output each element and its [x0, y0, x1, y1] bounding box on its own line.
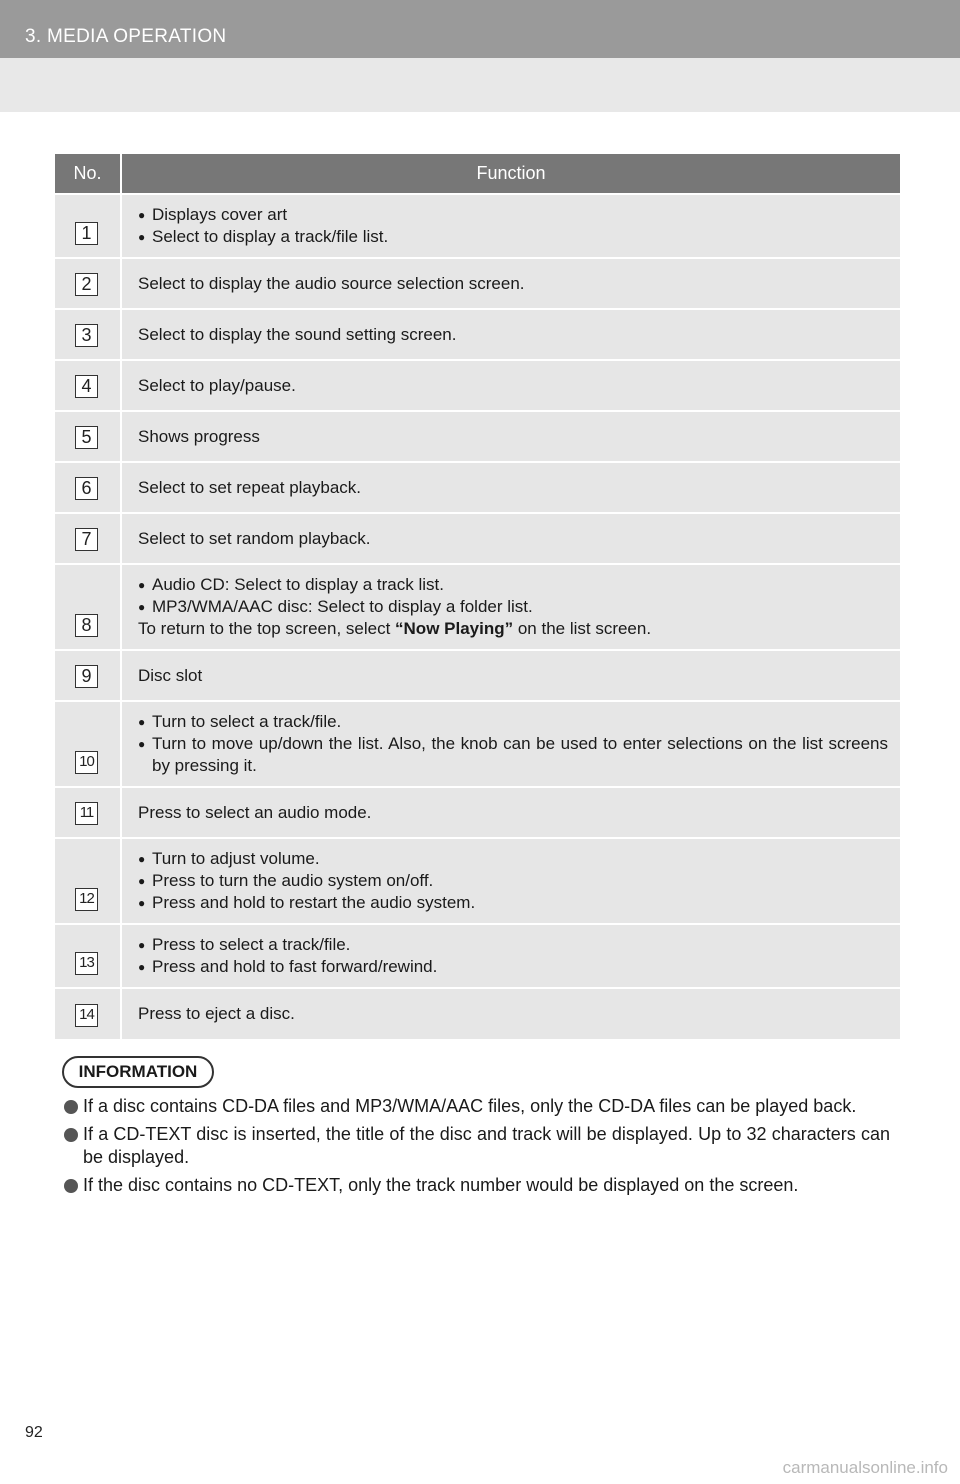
- bullet-dot-icon: ●: [138, 208, 146, 222]
- callout-number-box: 7: [75, 528, 98, 551]
- table-row: [55, 462, 900, 513]
- row-function-cell: [121, 564, 900, 650]
- row-number-cell: [55, 513, 121, 564]
- bullet-item: [138, 226, 888, 248]
- row-function-cell: [121, 411, 900, 462]
- row-function-cell: [121, 838, 900, 924]
- row-number-cell: [55, 564, 121, 650]
- row-function-cell: [121, 258, 900, 309]
- table-row: [55, 787, 900, 838]
- table-row: [55, 924, 900, 988]
- callout-number-box: 10: [75, 751, 98, 774]
- section-title: 3. MEDIA OPERATION: [25, 26, 227, 47]
- bullet-dot-icon: ●: [138, 960, 146, 974]
- row-function-cell: [121, 194, 900, 258]
- row-function-cell: [121, 787, 900, 838]
- callout-number-box: 11: [75, 802, 98, 825]
- information-label: INFORMATION: [62, 1056, 214, 1088]
- bullet-dot-icon: ●: [138, 896, 146, 910]
- row-number-cell: [55, 787, 121, 838]
- information-item: [64, 1123, 890, 1169]
- instruction-text-before: To return to the top screen, select: [138, 619, 396, 638]
- information-item: [64, 1174, 890, 1197]
- bullet-text: Turn to select a track/file.: [152, 712, 342, 731]
- bullet-ball-icon: [64, 1179, 78, 1193]
- row-function-cell: [121, 309, 900, 360]
- table-row: [55, 838, 900, 924]
- column-header-function: Function: [121, 154, 900, 194]
- callout-number-box: 2: [75, 273, 98, 296]
- bullet-dot-icon: ●: [138, 600, 146, 614]
- row-function-cell: [121, 462, 900, 513]
- table-row: [55, 701, 900, 787]
- bullet-item: [138, 204, 888, 226]
- information-text: If a CD-TEXT disc is inserted, the title of the disc and track will be displayed. Up to 32 characters can be displayed.: [83, 1124, 890, 1167]
- callout-number-box: 9: [75, 665, 98, 688]
- header-bar: [0, 0, 960, 58]
- bullet-item: [138, 870, 888, 892]
- bullet-text: Displays cover art: [152, 205, 288, 224]
- page-number: 92: [25, 1424, 43, 1441]
- bullet-dot-icon: ●: [138, 578, 146, 592]
- table-row: [55, 650, 900, 701]
- information-list: [64, 1095, 890, 1202]
- bullet-dot-icon: ●: [138, 874, 146, 888]
- bullet-item: [138, 574, 888, 596]
- callout-number-box: 6: [75, 477, 98, 500]
- bullet-dot-icon: ●: [138, 715, 146, 729]
- bullet-text: Turn to move up/down the list. Also, the knob can be used to enter selections on the list screens by pressing it.: [152, 734, 888, 775]
- bullet-dot-icon: ●: [138, 230, 146, 244]
- bullet-item: [138, 596, 888, 618]
- callout-number-box: 14: [75, 1004, 98, 1027]
- row-number-cell: [55, 701, 121, 787]
- instruction-text-after: on the list screen.: [513, 619, 652, 638]
- table-body: [55, 194, 900, 1039]
- bullet-text: Press to turn the audio system on/off.: [152, 871, 434, 890]
- table-row: [55, 258, 900, 309]
- bullet-text: Turn to adjust volume.: [152, 849, 320, 868]
- bullet-text: Select to display a track/file list.: [152, 227, 389, 246]
- bullet-item: [138, 733, 888, 777]
- row-function-cell: [121, 701, 900, 787]
- table-row: [55, 411, 900, 462]
- bullet-item: [138, 711, 888, 733]
- callout-number-box: 4: [75, 375, 98, 398]
- callout-number-box: 13: [75, 952, 98, 975]
- row-number-cell: [55, 411, 121, 462]
- row-number-cell: [55, 194, 121, 258]
- row-number-cell: [55, 650, 121, 701]
- information-item: [64, 1095, 890, 1118]
- row-number-cell: [55, 462, 121, 513]
- callout-number-box: 12: [75, 888, 98, 911]
- column-header-no: No.: [55, 154, 121, 194]
- callout-number-box: 1: [75, 222, 98, 245]
- callout-number-box: 5: [75, 426, 98, 449]
- bullet-text: Audio CD: Select to display a track list.: [152, 575, 444, 594]
- information-text: If the disc contains no CD-TEXT, only the track number would be displayed on the screen.: [83, 1175, 799, 1195]
- row-function-cell: [121, 650, 900, 701]
- watermark: carmanualsonline.info: [782, 1458, 948, 1477]
- row-number-cell: [55, 924, 121, 988]
- row-number-cell: [55, 360, 121, 411]
- instruction-line: [138, 618, 888, 640]
- function-text: Select to set repeat playback.: [138, 477, 362, 497]
- bullet-dot-icon: ●: [138, 852, 146, 866]
- function-text: Press to select an audio mode.: [138, 802, 372, 822]
- row-number-cell: [55, 838, 121, 924]
- callout-number-box: 3: [75, 324, 98, 347]
- bullet-ball-icon: [64, 1128, 78, 1142]
- table-row: [55, 309, 900, 360]
- function-text: Select to display the sound setting screen.: [138, 324, 457, 344]
- row-function-cell: [121, 513, 900, 564]
- bullet-text: Press to select a track/file.: [152, 935, 351, 954]
- bullet-item: [138, 892, 888, 914]
- table-row: [55, 988, 900, 1039]
- callout-number-box: 8: [75, 614, 98, 637]
- function-text: Disc slot: [138, 665, 203, 685]
- row-function-cell: [121, 988, 900, 1039]
- function-text: Select to set random playback.: [138, 528, 371, 548]
- row-number-cell: [55, 988, 121, 1039]
- row-number-cell: [55, 309, 121, 360]
- function-text: Shows progress: [138, 426, 260, 446]
- bullet-item: [138, 956, 888, 978]
- table-row: [55, 513, 900, 564]
- bullet-item: [138, 848, 888, 870]
- bullet-text: Press and hold to fast forward/rewind.: [152, 957, 438, 976]
- table-row: [55, 194, 900, 258]
- function-table: [55, 154, 900, 1039]
- table-header-row: [55, 154, 900, 194]
- bullet-text: MP3/WMA/AAC disc: Select to display a folder list.: [152, 597, 533, 616]
- now-playing-label: “Now Playing”: [395, 619, 514, 638]
- row-function-cell: [121, 924, 900, 988]
- table-row: [55, 564, 900, 650]
- bullet-dot-icon: ●: [138, 737, 146, 751]
- bullet-text: Press and hold to restart the audio system.: [152, 893, 476, 912]
- row-function-cell: [121, 360, 900, 411]
- bullet-dot-icon: ●: [138, 938, 146, 952]
- bullet-ball-icon: [64, 1100, 78, 1114]
- function-text: Press to eject a disc.: [138, 1004, 295, 1023]
- information-text: If a disc contains CD-DA files and MP3/WMA/AAC files, only the CD-DA files can be played back.: [83, 1096, 857, 1116]
- function-text: Select to play/pause.: [138, 375, 296, 395]
- table-row: [55, 360, 900, 411]
- function-text: Select to display the audio source selection screen.: [138, 273, 525, 293]
- row-number-cell: [55, 258, 121, 309]
- bullet-item: [138, 934, 888, 956]
